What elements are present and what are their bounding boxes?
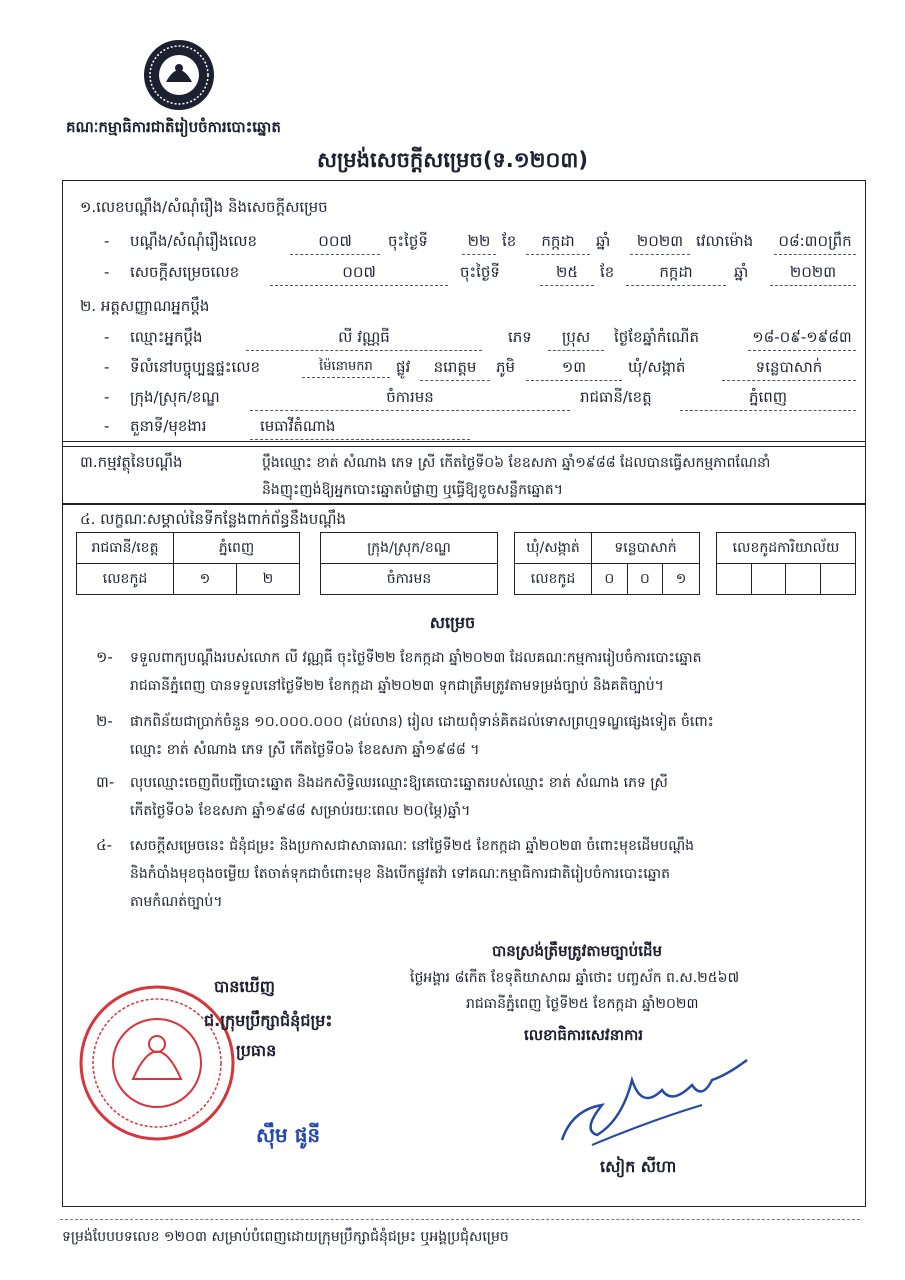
certification-heading: បានស្រង់ត្រឹមត្រូវតាមច្បាប់ដើម: [492, 942, 662, 960]
decision-item-text: ឈ្មោះ ខាត់ សំណាង ភេទ ស្រី កើតថ្ងៃទី០៦ ខែឧសភា ឆ្នាំ១៩៨៨ ។: [130, 742, 480, 758]
code-label-cell: លេខកូដ: [77, 564, 174, 595]
sex-label: ភេទ: [508, 328, 532, 346]
seen-body: ជ.ក្រុមប្រឹក្សាជំនុំជម្រះ: [204, 1011, 333, 1030]
complaint-number-label: បណ្ដឹង/សំណុំរឿងលេខ: [130, 232, 258, 250]
role-label: តួនាទី/មុខងារ: [130, 417, 207, 435]
commune-code-digit: ០: [627, 564, 663, 595]
section1-heading: ១.លេខបណ្ដឹង/សំណុំរឿង និងសេចក្ដីសម្រេច: [80, 198, 328, 216]
commune-label-cell: ឃុំ/សង្កាត់: [515, 533, 592, 564]
office-code-label-cell: លេខកូដការិយាល័យ: [717, 533, 856, 564]
section3-heading: ៣.កម្មវត្ថុនៃបណ្ដឹង: [80, 453, 183, 471]
commune-code-digit: ០: [592, 564, 628, 595]
decision-item-text: កើតថ្ងៃទី០៦ ខែឧសភា ឆ្នាំ១៩៨៨ សម្រាប់រយៈពេល ២០(ម្ភៃ)ឆ្នាំ។: [130, 803, 471, 819]
province-value-cell: ភ្នំពេញ: [174, 533, 300, 564]
seen-role: ប្រធាន: [236, 1041, 277, 1060]
section-divider: [62, 504, 866, 505]
decision-heading: សម្រេច: [429, 613, 476, 632]
complaint-subject-line2: និងញុះញង់ឱ្យអ្នកបោះឆ្នោតបំផ្លាញ ឬធ្វើឱ្យខូចសន្លឹកឆ្នោត។: [262, 482, 563, 498]
month-label: ខែ: [600, 263, 615, 281]
month-label: ខែ: [502, 232, 517, 250]
bullet: -: [104, 417, 110, 435]
decision-item-number: ៣-: [96, 773, 115, 791]
decision-date-label: ចុះថ្ងៃទី: [460, 263, 500, 281]
bullet: -: [104, 328, 110, 346]
address-village: ១៣: [526, 358, 622, 381]
section-divider: [63, 441, 865, 442]
decision-item-text: លុបឈ្មោះចេញពីបញ្ជីបោះឆ្នោត និងដកសិទ្ធិឈរឈ្មោះឱ្យគេបោះឆ្នោតរបស់ឈ្មោះ ខាត់ សំណាង ភេទ ស្រី: [130, 775, 668, 791]
province-label-cell: រាជធានី/ខេត្ត: [77, 533, 174, 564]
complainant-name: លី វណ្ណធី: [246, 328, 482, 351]
secretary-signature: [552, 1050, 752, 1160]
decision-item-text: ផាកពិន័យជាប្រាក់ចំនួន ១០.០០០.០០០ (ដប់លាន) រៀល ដោយពុំទាន់គិតដល់ទោសព្រហ្មទណ្ឌផ្សេងទៀត ចំពោះ: [130, 714, 714, 730]
district-value-cell: ចំការមន: [321, 564, 498, 595]
footer-divider: [60, 1219, 860, 1220]
dob-label: ថ្ងៃខែឆ្នាំកំណើត: [614, 328, 699, 346]
province-code-table: [76, 532, 300, 595]
organization-name: គណៈកម្មាធិការជាតិរៀបចំការបោះឆ្នោត: [66, 118, 281, 136]
complaint-subject-line1: ប្ដឹងឈ្មោះ ខាត់ សំណាង ភេទ ស្រី កើតថ្ងៃទី០៦ ខែឧសភា ឆ្នាំ១៩៨៨ ដែលបានធ្វើសកម្មភាពណែនាំ: [262, 455, 771, 471]
decision-month: កក្កដា: [626, 263, 726, 286]
complainant-name-label: ឈ្មោះអ្នកប្ដឹង: [130, 328, 203, 346]
decision-day: ២៥: [540, 263, 594, 286]
form-footer-note: ទម្រង់បែបបទលេខ ១២០៣ សម្រាប់បំពេញដោយក្រុមប្រឹក្សាជំនុំជម្រះ ឬអង្គប្រជុំសម្រេច: [62, 1229, 509, 1245]
decision-item-text: ទទួលពាក្យបណ្ដឹងរបស់លោក លី វណ្ណធី ចុះថ្ងៃទី២២ ខែកក្កដា ឆ្នាំ២០២៣ ដែលគណៈកម្មការរៀបចំការបោះឆ្នោត: [130, 650, 702, 666]
bullet: -: [104, 358, 110, 376]
address-district: ចំការមន: [250, 388, 570, 411]
document-title: សម្រង់សេចក្ដីសម្រេច(ទ.១២០៣): [317, 148, 588, 172]
office-code-digit: [751, 564, 786, 595]
decision-item-text: និងកំបាំងមុខចុងចម្លើយ តែចាត់ទុកជាចំពោះមុខ និងបើកផ្លូវតវ៉ា ទៅគណៈកម្មាធិការជាតិរៀបចំការបោះឆ្នោត: [130, 866, 670, 882]
province-code-digit: ១: [174, 564, 237, 595]
complainant-sex: ប្រុស: [548, 328, 604, 351]
province-label: រាជធានី/ខេត្ត: [580, 388, 652, 406]
national-election-committee-emblem: [142, 38, 216, 112]
complaint-year: ២០២៣: [630, 232, 690, 255]
office-code-digit: [786, 564, 821, 595]
bullet: -: [104, 388, 110, 406]
decision-item-number: ៤-: [96, 836, 113, 854]
province-code-digit: ២: [236, 564, 299, 595]
bullet: -: [104, 232, 110, 250]
commune-value-cell: ទន្លេបាសាក់: [592, 533, 700, 564]
decision-number-label: សេចក្ដីសម្រេចលេខ: [130, 263, 240, 281]
address-house-label: ទីលំនៅបច្ចុប្បន្នផ្ទះលេខ: [130, 358, 261, 376]
district-label-cell: ក្រុង/ស្រុក/ខណ្ឌ: [321, 533, 498, 564]
complainant-role: មេធាវីតំណាង: [250, 417, 470, 440]
decision-item-number: ២-: [96, 712, 113, 730]
street-label: ផ្លូវ: [396, 358, 411, 376]
decision-item-number: ១-: [96, 648, 113, 666]
commune-code-table: [514, 532, 700, 595]
complaint-day: ២២: [462, 232, 496, 255]
section2-heading: ២. អត្តសញ្ញាណអ្នកប្ដឹង: [80, 297, 210, 315]
commune-label: ឃុំ/សង្កាត់: [628, 358, 686, 376]
decision-item-text: សេចក្ដីសម្រេចនេះ ជំនុំជម្រះ និងប្រកាសជាសាធារណៈ នៅថ្ងៃទី២៥ ខែកក្កដា ឆ្នាំ២០២៣ ចំពោះមុខដើមបណ្ដឹង: [130, 838, 695, 854]
place-and-date: រាជធានីភ្នំពេញ ថ្ងៃទី២៥ ខែកក្កដា ឆ្នាំ២០២៣: [466, 996, 699, 1012]
seen-heading: បានឃើញ: [214, 977, 275, 996]
address-province: ភ្នំពេញ: [680, 388, 856, 411]
section-divider: [62, 446, 866, 447]
complaint-month: កក្កដា: [526, 232, 590, 255]
office-code-digit: [717, 564, 752, 595]
complaint-number: ០០៧: [290, 232, 380, 255]
section4-heading: ៤. លក្ខណៈសម្គាល់នៃទីកន្លែងពាក់ព័ន្ធនឹងបណ្ដឹង: [80, 510, 347, 528]
secretary-name: សៀក សីហា: [600, 1157, 677, 1176]
president-name: ស៊ឹម ផូនី: [256, 1123, 321, 1147]
address-commune: ទន្លេបាសាក់: [722, 358, 856, 381]
year-label: ឆ្នាំ: [596, 232, 611, 250]
complaint-date-label: ចុះថ្ងៃទី: [388, 232, 428, 250]
commune-code-digit: ១: [663, 564, 700, 595]
complaint-time: ០៨:៣០ព្រឹក: [774, 232, 856, 255]
decision-item-text: រាជធានីភ្នំពេញ បានទទួលនៅថ្ងៃទី២២ ខែកក្កដា ឆ្នាំ២០២៣ ទុកជាត្រឹមត្រូវតាមទម្រង់ច្បាប់ និងគតិច្បាប់។: [130, 678, 664, 694]
decision-item-text: តាមកំណត់ច្បាប់។: [130, 894, 223, 910]
bullet: -: [104, 263, 110, 281]
complainant-dob: ១៨-០៩-១៩៨៣: [748, 328, 856, 351]
time-label: វេលាម៉ោង: [696, 232, 754, 250]
district-table: [320, 532, 498, 595]
official-seal-stamp: [78, 984, 236, 1142]
address-street: នរោត្តម: [420, 358, 490, 381]
lunar-date: ថ្ងៃអង្គារ ៨កើត ខែទុតិយាសាឍ ឆ្នាំថោះ បញ្ចស័ក ព.ស.២៥៦៧: [410, 970, 740, 986]
office-code-table: [716, 532, 856, 595]
decision-year: ២០២៣: [770, 263, 856, 286]
office-code-digit: [821, 564, 856, 595]
year-label: ឆ្នាំ: [734, 263, 749, 281]
signatory-office: លេខាធិការសេវនាការ: [524, 1026, 644, 1044]
code-label-cell: លេខកូដ: [515, 564, 592, 595]
decision-number: ០០៧: [270, 263, 448, 286]
village-label: ភូមិ: [496, 358, 516, 376]
address-house: ម៉ៃនេាមករា: [302, 358, 390, 378]
district-label: ក្រុង/ស្រុក/ខណ្ឌ: [130, 388, 220, 406]
